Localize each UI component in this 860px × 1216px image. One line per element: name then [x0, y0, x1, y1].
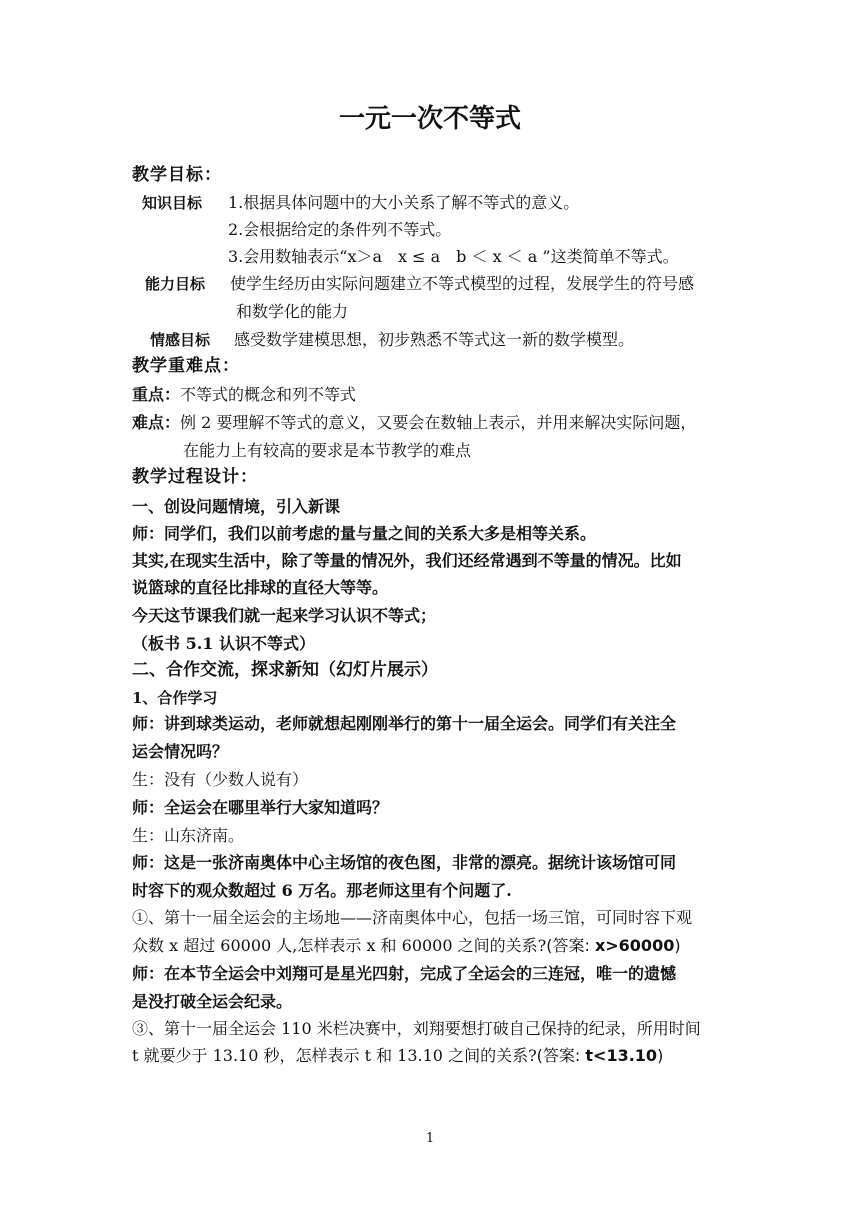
para-6: （板书 5.1 认识不等式）: [132, 634, 315, 653]
para-17: 众数 x 超过 60000 人,怎样表示 x 和 60000 之间的关系?: [132, 936, 547, 955]
key-point: [132, 384, 356, 406]
para-7: 二、合作交流，探求新知（幻灯片展示）: [132, 660, 438, 680]
hard-text-1: 例 2 要理解不等式的意义，又要会在数轴上表示，并用来解决实际问题，: [180, 413, 697, 432]
para-11: 生：没有（少数人说有）: [132, 770, 309, 789]
knowledge-label: 知识目标: [142, 194, 203, 212]
para-17-line: [132, 935, 681, 957]
ability-text-1: 使学生经历由实际问题建立不等式模型的过程，发展学生的符号感: [230, 274, 695, 293]
para-4: 说篮球的直径比排球的直径大等等。: [132, 578, 389, 597]
para-5: 今天这节课我们就一起来学习认识不等式；: [132, 606, 437, 625]
emotion-text: 感受数学建模思想，初步熟悉不等式这一新的数学模型。: [234, 330, 635, 349]
para-16: ①、第十一届全运会的主场地——济南奥体中心，包括一场三馆，可同时容下观: [132, 908, 693, 927]
para-12: 师：全运会在哪里举行大家知道吗？: [132, 798, 389, 817]
para-20: ③、第十一届全运会 110 米栏决赛中，刘翔要想打破自己保持的纪录，所用时间: [132, 1019, 701, 1038]
answer-1-value: x>60000: [594, 936, 675, 955]
answer-1-label: (答案:: [546, 936, 595, 955]
answer-2-label: (答案:: [536, 1046, 586, 1065]
hard-label: 难点：: [132, 413, 181, 432]
ability-label: 能力目标: [145, 275, 206, 293]
hard-text-2: 在能力上有较高的要求是本节教学的难点: [183, 441, 472, 460]
page-title: 一元一次不等式: [338, 104, 521, 134]
emotion-label: 情感目标: [150, 331, 211, 349]
para-1: 一、创设问题情境，引入新课: [132, 497, 341, 516]
hard-point: [132, 412, 696, 434]
para-14: 师：这是一张济南奥体中心主场馆的夜色图，非常的漂亮。据统计该场馆可同: [132, 853, 677, 872]
para-13: 生：山东济南。: [132, 826, 245, 845]
knowledge-item-3: 3.会用数轴表示“x＞a x ≤ a b ＜ x ＜ a ”这类简单不等式。: [228, 247, 679, 266]
para-3: 其实,在现实生活中，除了等量的情况外，我们还经常遇到不等量的情况。比如: [132, 551, 682, 570]
ability-text-2: 和数学化的能力: [236, 302, 349, 321]
goals-heading: 教学目标：: [132, 165, 222, 185]
key-text: 不等式的概念和列不等式: [180, 385, 357, 404]
answer-2-close: ): [657, 1046, 664, 1065]
para-9: 师：讲到球类运动，老师就想起刚刚举行的第十一届全运会。同学们有关注全: [132, 714, 677, 733]
para-10: 运会情况吗？: [132, 742, 229, 761]
key-label: 重点：: [132, 385, 181, 404]
para-19: 是没打破全运会纪录。: [132, 992, 293, 1011]
process-heading: 教学过程设计：: [132, 467, 258, 487]
answer-2-value: t<13.10: [585, 1046, 658, 1065]
answer-1-close: ): [674, 936, 681, 955]
para-15: 时容下的观众数超过 6 万名。那老师这里有个问题了.: [132, 881, 512, 900]
knowledge-item-2: 2.会根据给定的条件列不等式。: [228, 220, 452, 239]
para-18: 师：在本节全运会中刘翔可是星光四射，完成了全运会的三连冠，唯一的遗憾: [132, 964, 677, 983]
para-2: 师：同学们，我们以前考虑的量与量之间的关系大多是相等关系。: [132, 524, 597, 543]
para-21: t 就要少于 13.10 秒，怎样表示 t 和 13.10 之间的关系?: [132, 1046, 537, 1065]
knowledge-item-1: 1.根据具体问题中的大小关系了解不等式的意义。: [228, 193, 580, 212]
para-21-line: [132, 1045, 663, 1067]
difficulty-heading: 教学重难点：: [132, 356, 240, 376]
page-number: 1: [425, 1131, 435, 1146]
para-8: 1、合作学习: [132, 689, 218, 707]
